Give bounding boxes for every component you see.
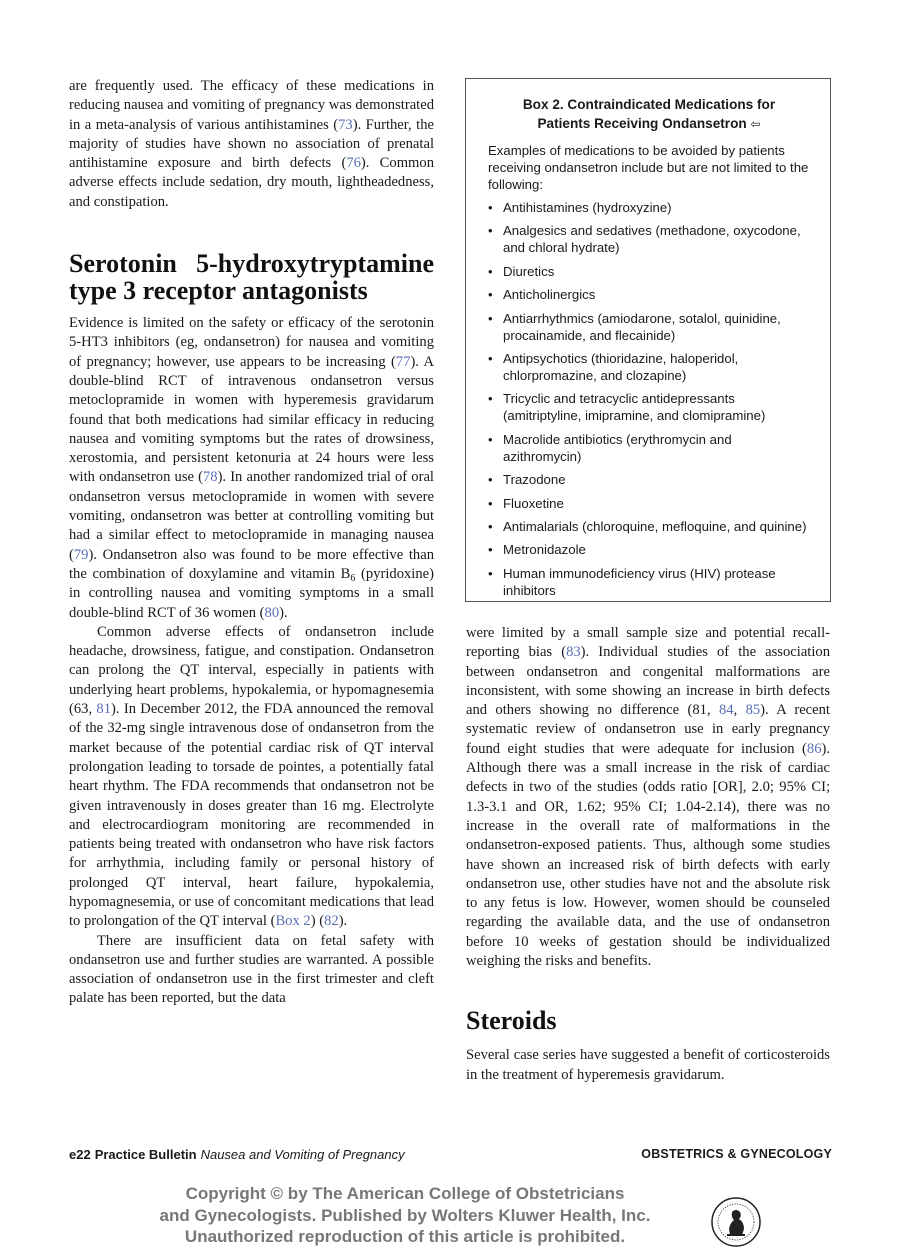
- citation-link[interactable]: 79: [73, 546, 89, 563]
- box-title-line2: Patients Receiving Ondansetron: [537, 116, 747, 131]
- medication-list-item: [488, 431, 810, 465]
- medication-list-item: [488, 390, 810, 424]
- bullet-icon: •: [488, 391, 493, 407]
- medication-text: Metronidazole: [503, 542, 586, 558]
- citation-link[interactable]: 82: [324, 913, 339, 930]
- medication-list-item: [488, 310, 810, 344]
- paragraph-evidence: Evidence is limited on the safety or efficacy of the serotonin 5-HT3 inhibitors (eg, ondansetron) for nausea and vomiting of pregnancy; however, use appears to be increasing (77). A double-blind RCT of intravenous ondansetron versus metoclopramide in women with hyperemesis gravidarum found that both medications had similar efficacy in reducing nausea and vomiting symptoms but the rates of drowsiness, xerostomia, and persistent ketonuria at 24 hours were less with ondansetron use (78). In another randomized trial of oral ondansetron versus metoclopramide in women with severe vomiting, ondansetron was better at controlling vomiting but had a similar effect to metoclopramide in managing nausea (79). Ondansetron also was found to be more effective than the combination of doxylamine and vitamin $B_6$ (pyridoxine) in controlling nausea and vomiting symptoms in a small double-blind RCT of 36 women (80).: [69, 315, 434, 621]
- bullet-icon: •: [488, 565, 493, 581]
- medication-list-item: [488, 222, 810, 256]
- medication-list-item: [488, 471, 810, 488]
- bullet-icon: •: [488, 518, 493, 534]
- paragraph-malformations: were limited by a small sample size and potential recall-reporting bias (83). Individual studies of the association between ondansetron and congenital malformations are inconsistent, with some showing an increase in birth defects and others showing no difference (81, 84, 85). A recent systematic review of ondansetron use in early pregnancy found eight studies that were adequate for inclusion (86). Although there was a small increase in the risk of cardiac defects in two of the studies (odds ratio [OR], 2.0; 95% CI; 1.3-3.1 and OR, 1.62; 95% CI; 1.04-2.14), there was no increase in the overall rate of malformations in the ondansetron-exposed patients. Thus, although some studies have shown an increased risk of birth defects with early ondansetron use, other studies have not and the absolute risk to any fetus is low. However, women should be counseled regarding the available data, and the use of ondansetron before 10 weeks of gestation should be individualized weighing the risks and benefits.: [466, 625, 830, 970]
- left-column: [69, 77, 434, 1009]
- medication-list-item: [488, 565, 810, 599]
- medication-text: Anticholinergics: [503, 287, 596, 303]
- right-column: [466, 624, 830, 1085]
- paragraph-steroids: Several case series have suggested a benefit of corticosteroids in the treatment of hyperemesis gravidarum.: [466, 1047, 830, 1083]
- copyright-notice: [120, 1183, 690, 1248]
- journal-name: OBSTETRICS & GYNECOLOGY: [641, 1147, 832, 1161]
- citation-link[interactable]: 85: [745, 702, 761, 719]
- medication-text: Tricyclic and tetracyclic antidepressants (amitriptyline, imipramine, and clomipramine): [503, 391, 766, 424]
- citation-link[interactable]: Box 2: [275, 913, 311, 930]
- bullet-icon: •: [488, 310, 493, 326]
- citation-link[interactable]: 76: [346, 155, 361, 172]
- medication-text: Trazodone: [503, 472, 566, 488]
- medication-list-item: [488, 286, 810, 303]
- back-arrow-icon[interactable]: ⇦: [750, 117, 761, 131]
- medication-text: Analgesics and sedatives (methadone, oxycodone, and chloral hydrate): [503, 223, 801, 256]
- medication-text: Diuretics: [503, 263, 555, 279]
- box-intro: Examples of medications to be avoided by patients receiving ondansetron include but are not limited to the following:: [488, 143, 809, 192]
- copyright-line2: and Gynecologists. Published by Wolters Kluwer Health, Inc.: [159, 1205, 651, 1225]
- publication-name: Practice Bulletin: [94, 1147, 197, 1162]
- paragraph-adverse-effects: Common adverse effects of ondansetron include headache, drowsiness, fatigue, and constipation. Ondansetron can prolong the QT interval, especially in patients with underlying heart problems, hypokalemia, or hypomagnesemia (63, 81). In December 2012, the FDA announced the removal of the 32-mg single intravenous dose of ondansetron from the market because of the potential cardiac risk of QT interval prolongation leading to torsade de pointes, a potentially fatal heart rhythm. The FDA recommends that ondansetron not be given intravenously in doses greater than 16 mg. Electrolyte and electrocardiogram monitoring are recommended in patients being treated with ondansetron who have risk factors for arrhythmia, including family or personal history of prolonged QT interval, heart failure, hypokalemia, hypomagnesemia, or use of concomitant medications that lead to prolongation of the QT interval (Box 2) (82).: [69, 623, 434, 930]
- bullet-icon: •: [488, 263, 493, 279]
- medication-text: Antimalarials (chloroquine, mefloquine, and quinine): [503, 518, 807, 534]
- footer-left: [69, 1147, 405, 1162]
- bullet-icon: •: [488, 350, 493, 366]
- citation-link[interactable]: 77: [395, 353, 411, 370]
- medication-list-item: [488, 199, 810, 216]
- citation-link[interactable]: 78: [202, 469, 218, 486]
- medication-list-item: [488, 541, 810, 558]
- paragraph-antihistamines: are frequently used. The efficacy of these medications in reducing nausea and vomiting of pregnancy was demonstrated in a meta-analysis of various antihistamines (73). Further, the majority of studies have shown no association of prenatal antihistamine exposure and birth defects (76). Common adverse effects include sedation, dry mouth, lightheadedness, and constipation.: [69, 78, 434, 210]
- section-heading-serotonin: Serotonin 5-hydroxytryptamine type 3 receptor antagonists: [69, 249, 434, 306]
- citation-link[interactable]: 84: [718, 702, 734, 719]
- medication-text: Antipsychotics (thioridazine, haloperidol, chlorpromazine, and clozapine): [503, 350, 739, 383]
- medication-text: Macrolide antibiotics (erythromycin and azithromycin): [503, 431, 732, 464]
- box-title-line1: Box 2. Contraindicated Medications for: [522, 97, 776, 112]
- bullet-icon: •: [488, 223, 493, 239]
- medication-list-item: [488, 495, 810, 512]
- section-heading-steroids: Steroids: [466, 1006, 557, 1036]
- medication-list: [488, 199, 810, 599]
- bullet-icon: •: [488, 472, 493, 488]
- medication-list-item: [488, 263, 810, 280]
- medication-text: Human immunodeficiency virus (HIV) protease inhibitors: [503, 565, 776, 598]
- bullet-icon: •: [488, 542, 493, 558]
- copyright-line3: Unauthorized reproduction of this article is prohibited.: [184, 1227, 626, 1246]
- copyright-line1: Copyright © by The American College of Obstetricians: [185, 1184, 625, 1203]
- article-title: Nausea and Vomiting of Pregnancy: [200, 1147, 405, 1162]
- medication-text: Antihistamines (hydroxyzine): [503, 200, 672, 215]
- box-2-contraindicated-medications: [465, 78, 831, 602]
- box-title: [488, 95, 810, 134]
- citation-link[interactable]: 83: [566, 644, 581, 661]
- bullet-icon: •: [488, 200, 493, 215]
- citation-link[interactable]: 86: [806, 740, 822, 757]
- page-number: e22: [69, 1147, 91, 1162]
- citation-link[interactable]: 81: [96, 701, 112, 718]
- medication-list-item: [488, 350, 810, 384]
- subscript: 6: [350, 572, 356, 584]
- bullet-icon: •: [488, 287, 493, 303]
- citation-link[interactable]: 80: [264, 604, 280, 621]
- medication-text: Fluoxetine: [503, 495, 564, 511]
- medication-text: Antiarrhythmics (amiodarone, sotalol, quinidine, procainamide, and flecainide): [503, 310, 781, 343]
- bullet-icon: •: [488, 431, 493, 447]
- citation-link[interactable]: 73: [338, 116, 353, 133]
- college-seal-logo: [710, 1196, 762, 1248]
- paragraph-fetal-safety: There are insufficient data on fetal safety with ondansetron use and further studies are warranted. A possible association of ondansetron use in the first trimester and cleft palate has been reported, but the data: [69, 932, 434, 1007]
- bullet-icon: •: [488, 495, 493, 511]
- medication-list-item: [488, 518, 810, 535]
